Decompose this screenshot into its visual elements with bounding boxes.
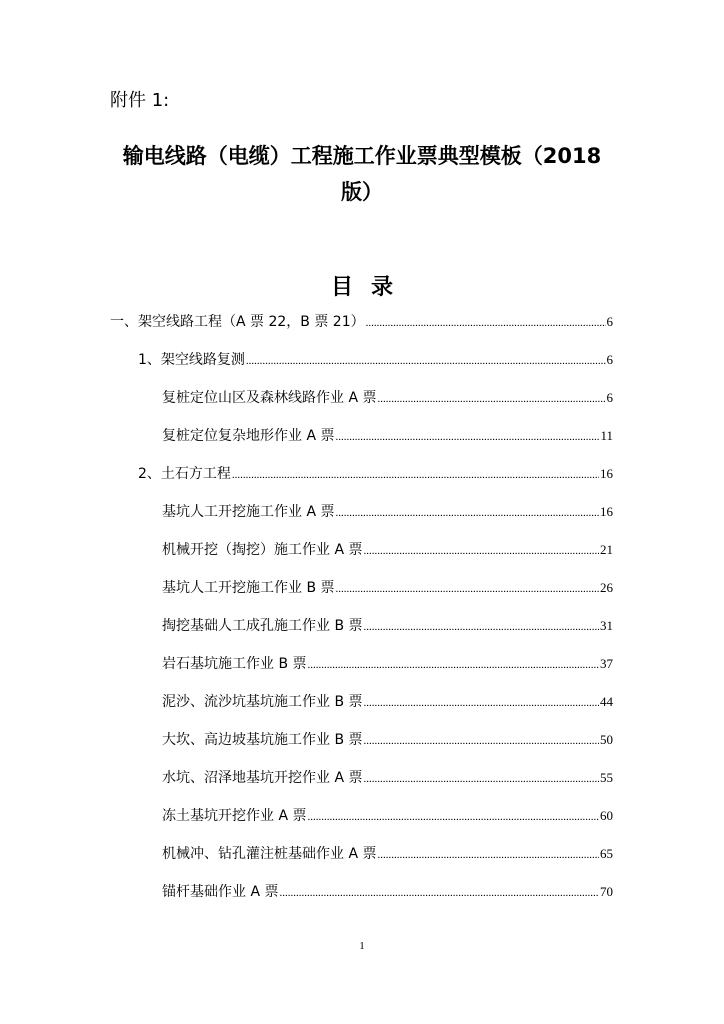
toc-entry-page: 6 xyxy=(606,390,613,405)
toc-dot-leader xyxy=(279,887,599,899)
toc-entry-label: 1、架空线路复测 xyxy=(138,352,245,368)
toc-entry-page: 6 xyxy=(606,314,613,329)
toc-entry-page: 6 xyxy=(606,352,613,367)
toc-dot-leader xyxy=(364,735,599,747)
toc-entry-dug-foundation-hole-b[interactable] xyxy=(162,615,613,637)
toc-entry-label: 基坑人工开挖施工作业 B 票 xyxy=(162,580,335,596)
toc-entry-label: 2、土石方工程 xyxy=(138,466,231,482)
document-title-line-2: 版） xyxy=(341,180,383,204)
toc-entry-label: 泥沙、流沙坑基坑施工作业 B 票 xyxy=(162,694,363,710)
toc-entry-page: 50 xyxy=(600,732,613,747)
document-title-line-1: 输电线路（电缆）工程施工作业票典型模板（2018 xyxy=(122,144,602,168)
toc-entry-page: 60 xyxy=(600,808,613,823)
toc-dot-leader xyxy=(246,355,606,367)
toc-entry-label: 水坑、沼泽地基坑开挖作业 A 票 xyxy=(162,770,363,786)
toc-dot-leader xyxy=(307,811,599,823)
page-number: 1 xyxy=(359,940,365,952)
toc-entry-manual-excavation-b[interactable] xyxy=(162,577,613,599)
toc-dot-leader xyxy=(377,849,599,861)
toc-entry-label: 大坎、高边坡基坑施工作业 B 票 xyxy=(162,732,363,748)
toc-entry-line-survey[interactable] xyxy=(138,349,613,371)
toc-entry-page: 55 xyxy=(600,770,613,785)
toc-entry-bored-pile-a[interactable] xyxy=(162,843,613,865)
toc-entry-page: 44 xyxy=(600,694,613,709)
toc-entry-anchor-foundation-a[interactable] xyxy=(162,881,613,903)
toc-entry-label: 机械开挖（掏挖）施工作业 A 票 xyxy=(162,542,363,558)
toc-entry-label: 一、架空线路工程（A 票 22，B 票 21） xyxy=(110,314,365,330)
toc-entry-label: 岩石基坑施工作业 B 票 xyxy=(162,656,307,672)
toc-dot-leader xyxy=(363,545,599,557)
toc-entry-label: 锚杆基础作业 A 票 xyxy=(162,884,279,900)
toc-entry-page: 70 xyxy=(600,884,613,899)
toc-entry-label: 基坑人工开挖施工作业 A 票 xyxy=(162,504,335,520)
toc-dot-leader xyxy=(335,507,599,519)
toc-heading: 目录 xyxy=(330,275,411,300)
toc-entry-quicksand-pit-b[interactable] xyxy=(162,691,613,713)
toc-entry-page: 16 xyxy=(600,504,613,519)
toc-dot-leader xyxy=(335,431,599,443)
toc-entry-label: 掏挖基础人工成孔施工作业 B 票 xyxy=(162,618,363,634)
toc-entry-label: 冻土基坑开挖作业 A 票 xyxy=(162,808,307,824)
toc-dot-leader xyxy=(336,583,599,595)
toc-dot-leader xyxy=(364,697,599,709)
toc-entry-overhead-line-project[interactable] xyxy=(110,311,613,333)
toc-entry-swamp-pit-a[interactable] xyxy=(162,767,613,789)
toc-entry-frozen-soil-pit-a[interactable] xyxy=(162,805,613,827)
toc-entry-rock-pit-b[interactable] xyxy=(162,653,613,675)
toc-dot-leader xyxy=(232,469,599,481)
toc-entry-page: 65 xyxy=(600,846,613,861)
toc-entry-earthwork[interactable] xyxy=(138,463,613,485)
toc-dot-leader xyxy=(364,621,599,633)
toc-entry-label: 复桩定位复杂地形作业 A 票 xyxy=(162,428,335,444)
toc-entry-label: 复桩定位山区及森林线路作业 A 票 xyxy=(162,390,377,406)
toc-entry-page: 26 xyxy=(600,580,613,595)
attachment-label: 附件 1: xyxy=(110,90,170,111)
toc-entry-page: 11 xyxy=(600,428,613,443)
toc-dot-leader xyxy=(377,393,605,405)
toc-entry-manual-excavation-a[interactable] xyxy=(162,501,613,523)
toc-entry-mountain-forest-staking[interactable] xyxy=(162,387,613,409)
toc-entry-label: 机械冲、钻孔灌注桩基础作业 A 票 xyxy=(162,846,377,862)
toc-dot-leader xyxy=(363,773,599,785)
toc-entry-complex-terrain-staking[interactable] xyxy=(162,425,613,447)
toc-entry-page: 37 xyxy=(600,656,613,671)
toc-dot-leader xyxy=(308,659,599,671)
toc-entry-page: 16 xyxy=(600,466,613,481)
toc-dot-leader xyxy=(366,317,606,329)
toc-entry-page: 21 xyxy=(600,542,613,557)
toc-entry-mechanical-excavation-a[interactable] xyxy=(162,539,613,561)
toc-entry-page: 31 xyxy=(600,618,613,633)
toc-entry-high-slope-pit-b[interactable] xyxy=(162,729,613,751)
